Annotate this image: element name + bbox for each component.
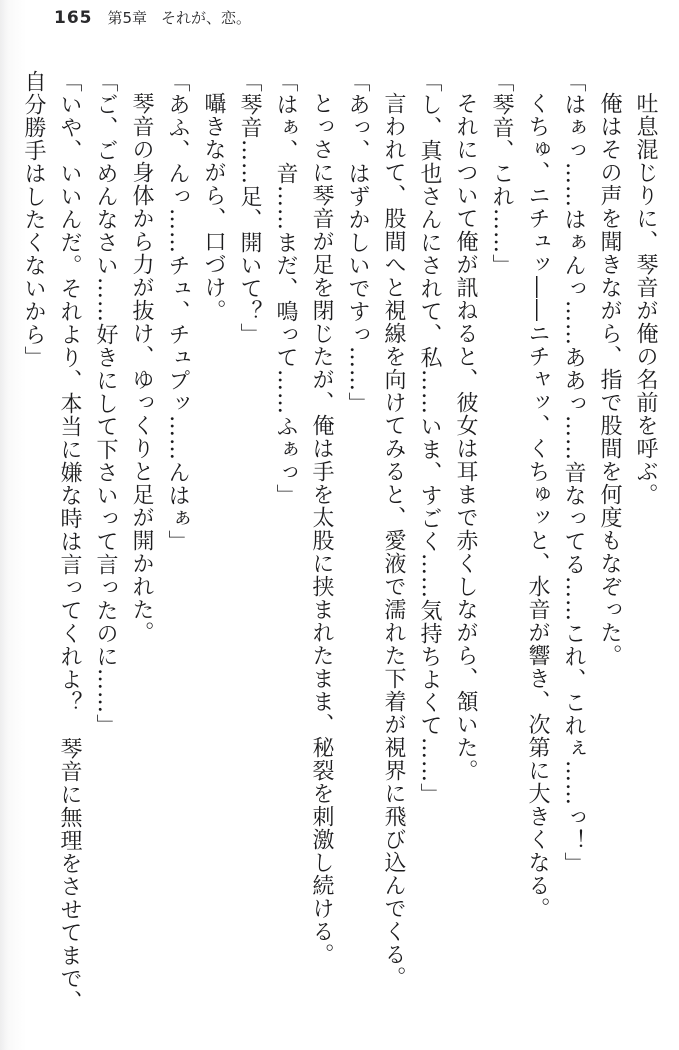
paragraph: それについて俺が訊ねると、彼女は耳まで赤くしながら、頷いた。 (453, 92, 478, 782)
paragraph: 琴音の身体から力が抜け、ゆっくりと足が開かれた。 (129, 92, 154, 644)
chapter-title: それが、恋。 (161, 9, 252, 27)
paragraph: 言われて、股間へと視線を向けてみると、愛液で濡れた下着が視界に飛び込んでくる。 (381, 92, 406, 989)
paragraph: くちゅ、ニチュッ――ニチャッ、くちゅッと、水音が響き、次第に大きくなる。 (525, 92, 550, 920)
paragraph: 「琴音、これ……」 (489, 70, 514, 277)
paragraph: 「し、真也さんにされて、私……いま、すごく……気持ちよくて……」 (417, 70, 442, 806)
paragraph: 「あっ、はずかしいですっ……」 (345, 70, 370, 415)
paragraph: とっさに琴音が足を閉じたが、俺は手を太股に挟まれたまま、秘裂を刺激し続ける。 (309, 92, 334, 966)
vertical-text-block (15, 70, 663, 1020)
paragraph: 「はぁ、音……まだ、鳴って……ふぁっ」 (273, 70, 298, 507)
paragraph: 吐息混じりに、琴音が俺の名前を呼ぶ。 (633, 92, 658, 506)
page-number: 165 (54, 8, 93, 28)
paragraph: 「いや、いいんだ。それより、本当に嫌な時は言ってくれよ？ 琴音に無理をさせてまで、自分勝手はしたくないから」 (21, 70, 82, 1013)
paragraph: 俺はその声を聞きながら、指で股間を何度もなぞった。 (597, 92, 622, 667)
paragraph: 「琴音……足、開いて？」 (237, 70, 262, 346)
paragraph: 「はぁっ……はぁんっ……ああっ……音なってる……これ、これぇ……っ！」 (561, 70, 586, 875)
paragraph: 「ご、ごめんなさい……好きにして下さいって言ったのに……」 (93, 70, 118, 737)
paragraph: 「あふ、んっ……チュ、チュプッ……んはぁ」 (165, 70, 190, 553)
page-header (54, 7, 251, 28)
paragraph: 囁きながら、口づけ。 (201, 92, 226, 322)
chapter-label: 第5章 (107, 9, 148, 27)
